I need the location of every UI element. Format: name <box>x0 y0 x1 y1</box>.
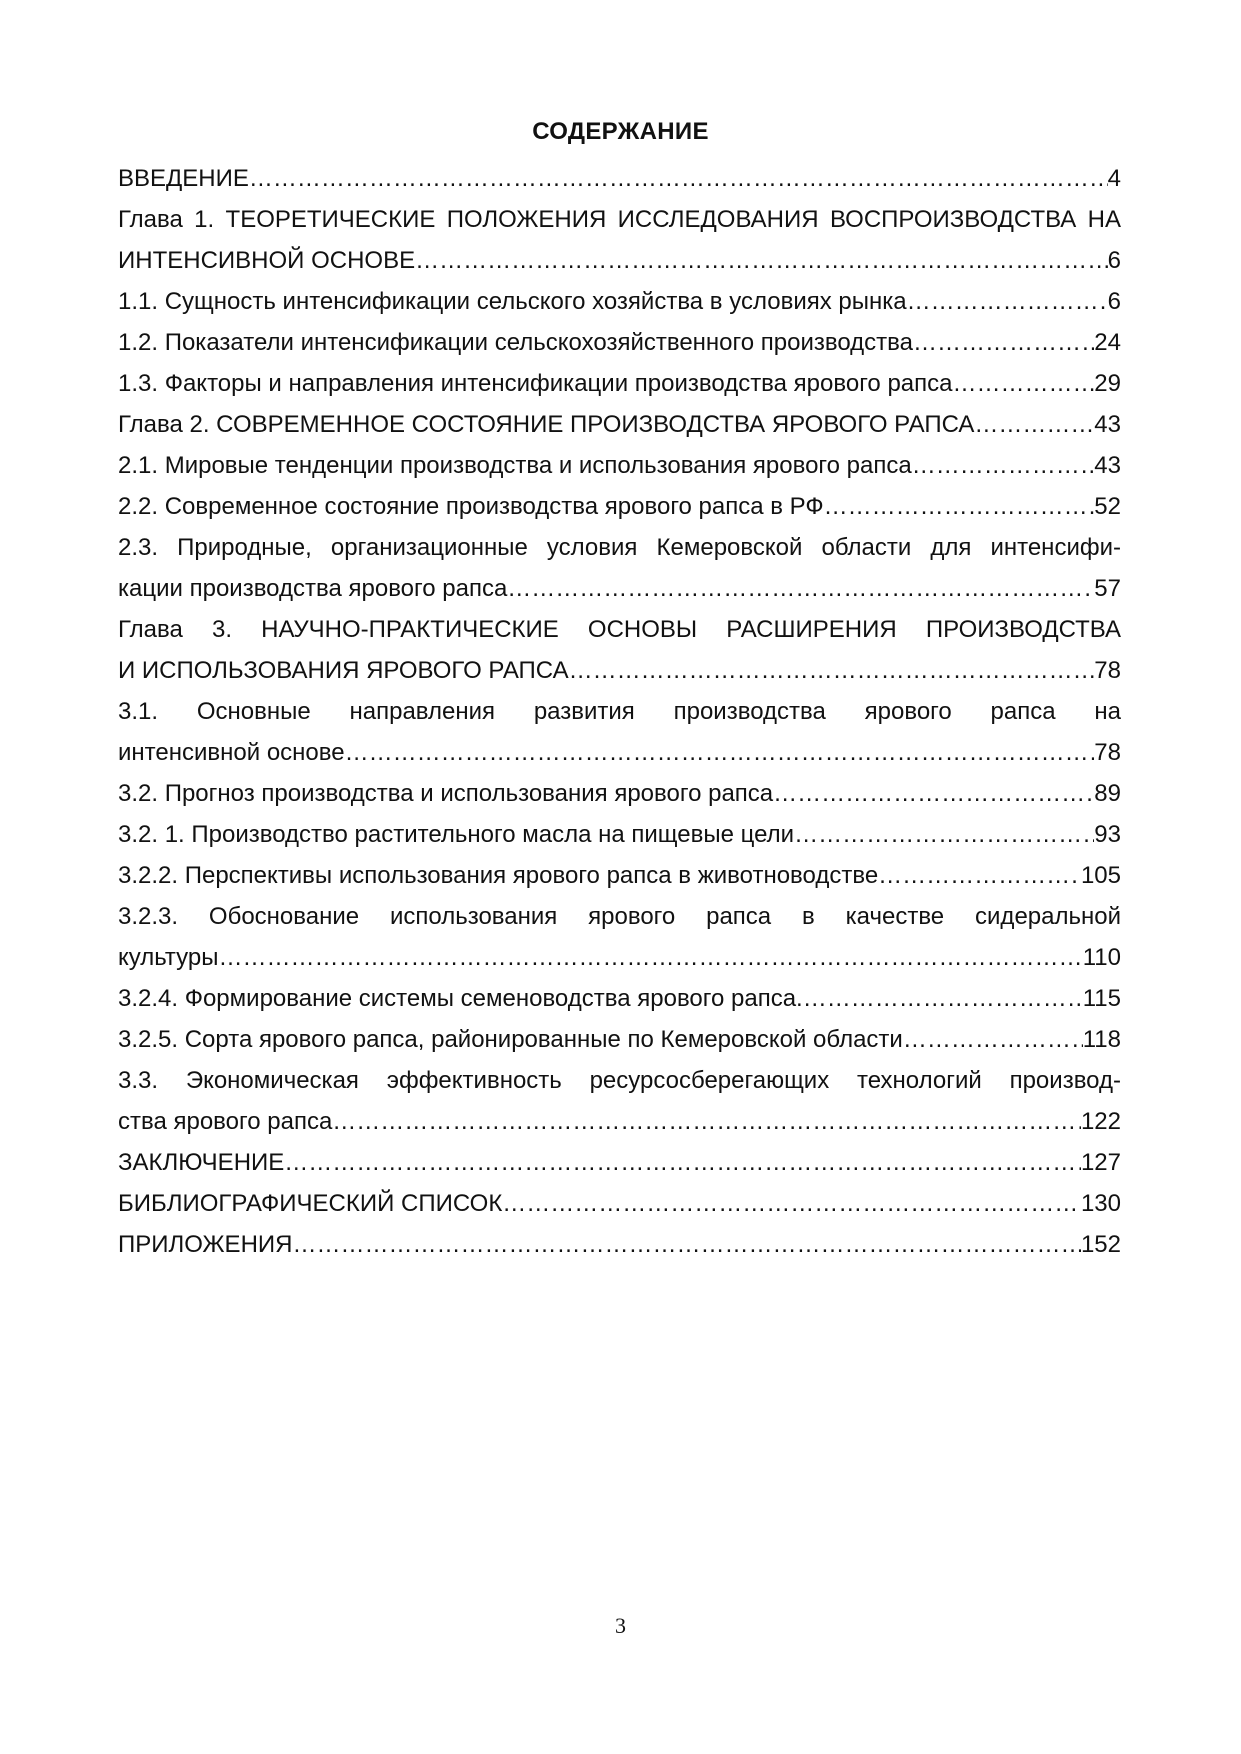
toc-entry-introduction <box>118 158 1121 199</box>
toc-entry-page: 52 <box>1094 493 1121 520</box>
toc-entry-page: 110 <box>1082 944 1121 971</box>
toc-entry-label-line-1: 3.1. Основные направления развития производства ярового рапса на <box>118 698 1121 725</box>
leader-dots <box>903 1019 1083 1060</box>
leader-dots <box>218 937 1082 978</box>
leader-dots <box>507 568 1094 609</box>
toc-entry-label: 2.1. Мировые тенденции производства и использования ярового рапса <box>118 452 912 479</box>
toc-entry-label: 3.2.2. Перспективы использования ярового рапса в животноводстве <box>118 862 879 889</box>
leader-dots <box>345 732 1095 773</box>
page-number: 3 <box>615 1613 626 1638</box>
toc-entry-page: 127 <box>1080 1149 1121 1176</box>
toc-entry-page: 78 <box>1094 657 1121 684</box>
toc-title: СОДЕРЖАНИЕ <box>532 118 709 145</box>
toc-entry-bibliography <box>118 1183 1121 1224</box>
toc-entry-3-2-4 <box>118 978 1121 1019</box>
toc-entry-label-line-1: 3.3. Экономическая эффективность ресурсосберегающих технологий производ- <box>118 1067 1121 1094</box>
toc-entry-label: 1.3. Факторы и направления интенсификации производства ярового рапса <box>118 370 953 397</box>
toc-entry-label: ИНТЕНСИВНОЙ ОСНОВЕ <box>118 247 416 274</box>
leader-dots <box>569 650 1095 691</box>
toc-entry-3-2 <box>118 773 1121 814</box>
toc-entry-label: 3.2.5. Сорта ярового рапса, районированные по Кемеровской области <box>118 1026 903 1053</box>
leader-dots <box>292 1224 1080 1265</box>
toc-entry-label: культуры <box>118 944 219 971</box>
leader-dots <box>284 1142 1081 1183</box>
leader-dots <box>502 1183 1081 1224</box>
toc-entry-page: 130 <box>1080 1190 1121 1217</box>
toc-entry-page: 43 <box>1094 452 1121 479</box>
toc-entry-label: ПРИЛОЖЕНИЯ <box>118 1231 293 1258</box>
toc-entry-label: кации производства ярового рапса <box>118 575 508 602</box>
leader-dots <box>794 814 1094 855</box>
toc-entry-label: 3.2. 1. Производство растительного масла на пищевые цели <box>118 821 795 848</box>
toc-entry-page: 122 <box>1080 1108 1121 1135</box>
toc-entry-label: 3.2. Прогноз производства и использования ярового рапса <box>118 780 774 807</box>
toc-entry-appendices <box>118 1224 1121 1265</box>
toc-entry-label: И ИСПОЛЬЗОВАНИЯ ЯРОВОГО РАПСА <box>118 657 569 684</box>
toc-entry-page: 4 <box>1107 165 1121 192</box>
toc-entry-label: 3.2.4. Формирование системы семеноводства ярового рапса. <box>118 985 803 1012</box>
leader-dots <box>332 1101 1081 1142</box>
toc-entry-1-3 <box>118 363 1121 404</box>
toc-entry-label: Глава 2. СОВРЕМЕННОЕ СОСТОЯНИЕ ПРОИЗВОДСТВА ЯРОВОГО РАПСА <box>118 411 975 438</box>
toc-entry-chapter-3 <box>118 609 1121 691</box>
toc-entry-1-2 <box>118 322 1121 363</box>
toc-entry-1-1 <box>118 281 1121 322</box>
toc-entry-label: 1.2. Показатели интенсификации сельскохозяйственного производства <box>118 329 913 356</box>
toc-entry-3-2-2 <box>118 855 1121 896</box>
leader-dots <box>773 773 1094 814</box>
toc-entry-3-1 <box>118 691 1121 773</box>
toc-entry-page: 24 <box>1094 329 1121 356</box>
toc-entry-page: 57 <box>1094 575 1121 602</box>
toc-entry-label-line-1: Глава 1. ТЕОРЕТИЧЕСКИЕ ПОЛОЖЕНИЯ ИССЛЕДОВАНИЯ ВОСПРОИЗВОДСТВА НА <box>118 206 1121 233</box>
leader-dots <box>415 240 1108 281</box>
leader-dots <box>952 363 1094 404</box>
toc-entry-page: 152 <box>1080 1231 1121 1258</box>
toc-entry-chapter-1 <box>118 199 1121 281</box>
leader-dots <box>803 978 1083 1019</box>
leader-dots <box>913 322 1094 363</box>
leader-dots <box>912 445 1095 486</box>
toc-entry-3-2-5 <box>118 1019 1121 1060</box>
leader-dots <box>249 158 1108 199</box>
leader-dots <box>878 855 1081 896</box>
toc-entry-page: 29 <box>1094 370 1121 397</box>
table-of-contents <box>118 158 1121 1265</box>
toc-entry-page: 118 <box>1082 1026 1121 1053</box>
toc-entry-3-3 <box>118 1060 1121 1142</box>
toc-entry-page: 89 <box>1094 780 1121 807</box>
toc-entry-conclusion <box>118 1142 1121 1183</box>
toc-entry-2-2 <box>118 486 1121 527</box>
toc-entry-page: 93 <box>1094 821 1121 848</box>
toc-entry-page: 115 <box>1082 985 1121 1012</box>
leader-dots <box>907 281 1108 322</box>
toc-entry-label-line-1: 2.3. Природные, организационные условия Кемеровской области для интенсифи- <box>118 534 1121 561</box>
toc-entry-label-line-1: Глава 3. НАУЧНО-ПРАКТИЧЕСКИЕ ОСНОВЫ РАСШИРЕНИЯ ПРОИЗВОДСТВА <box>118 616 1121 643</box>
toc-entry-3-2-1 <box>118 814 1121 855</box>
toc-entry-page: 43 <box>1094 411 1121 438</box>
toc-entry-page: 78 <box>1094 739 1121 766</box>
toc-entry-label-line-1: 3.2.3. Обоснование использования ярового рапса в качестве сидеральной <box>118 903 1121 930</box>
leader-dots <box>824 486 1095 527</box>
toc-entry-2-3 <box>118 527 1121 609</box>
toc-entry-label: ВВЕДЕНИЕ <box>118 165 249 192</box>
toc-entry-page: 6 <box>1107 247 1121 274</box>
leader-dots <box>974 404 1094 445</box>
toc-entry-label: 2.2. Современное состояние производства ярового рапса в РФ <box>118 493 824 520</box>
toc-entry-label: 1.1. Сущность интенсификации сельского хозяйства в условиях рынка <box>118 288 907 315</box>
toc-entry-label: интенсивной основе <box>118 739 345 766</box>
toc-entry-2-1 <box>118 445 1121 486</box>
toc-entry-chapter-2 <box>118 404 1121 445</box>
toc-entry-label: БИБЛИОГРАФИЧЕСКИЙ СПИСОК <box>118 1190 503 1217</box>
toc-entry-label: ЗАКЛЮЧЕНИЕ <box>118 1149 285 1176</box>
toc-entry-label: ства ярового рапса <box>118 1108 333 1135</box>
toc-entry-page: 6 <box>1107 288 1121 315</box>
toc-entry-3-2-3 <box>118 896 1121 978</box>
toc-entry-page: 105 <box>1080 862 1121 889</box>
